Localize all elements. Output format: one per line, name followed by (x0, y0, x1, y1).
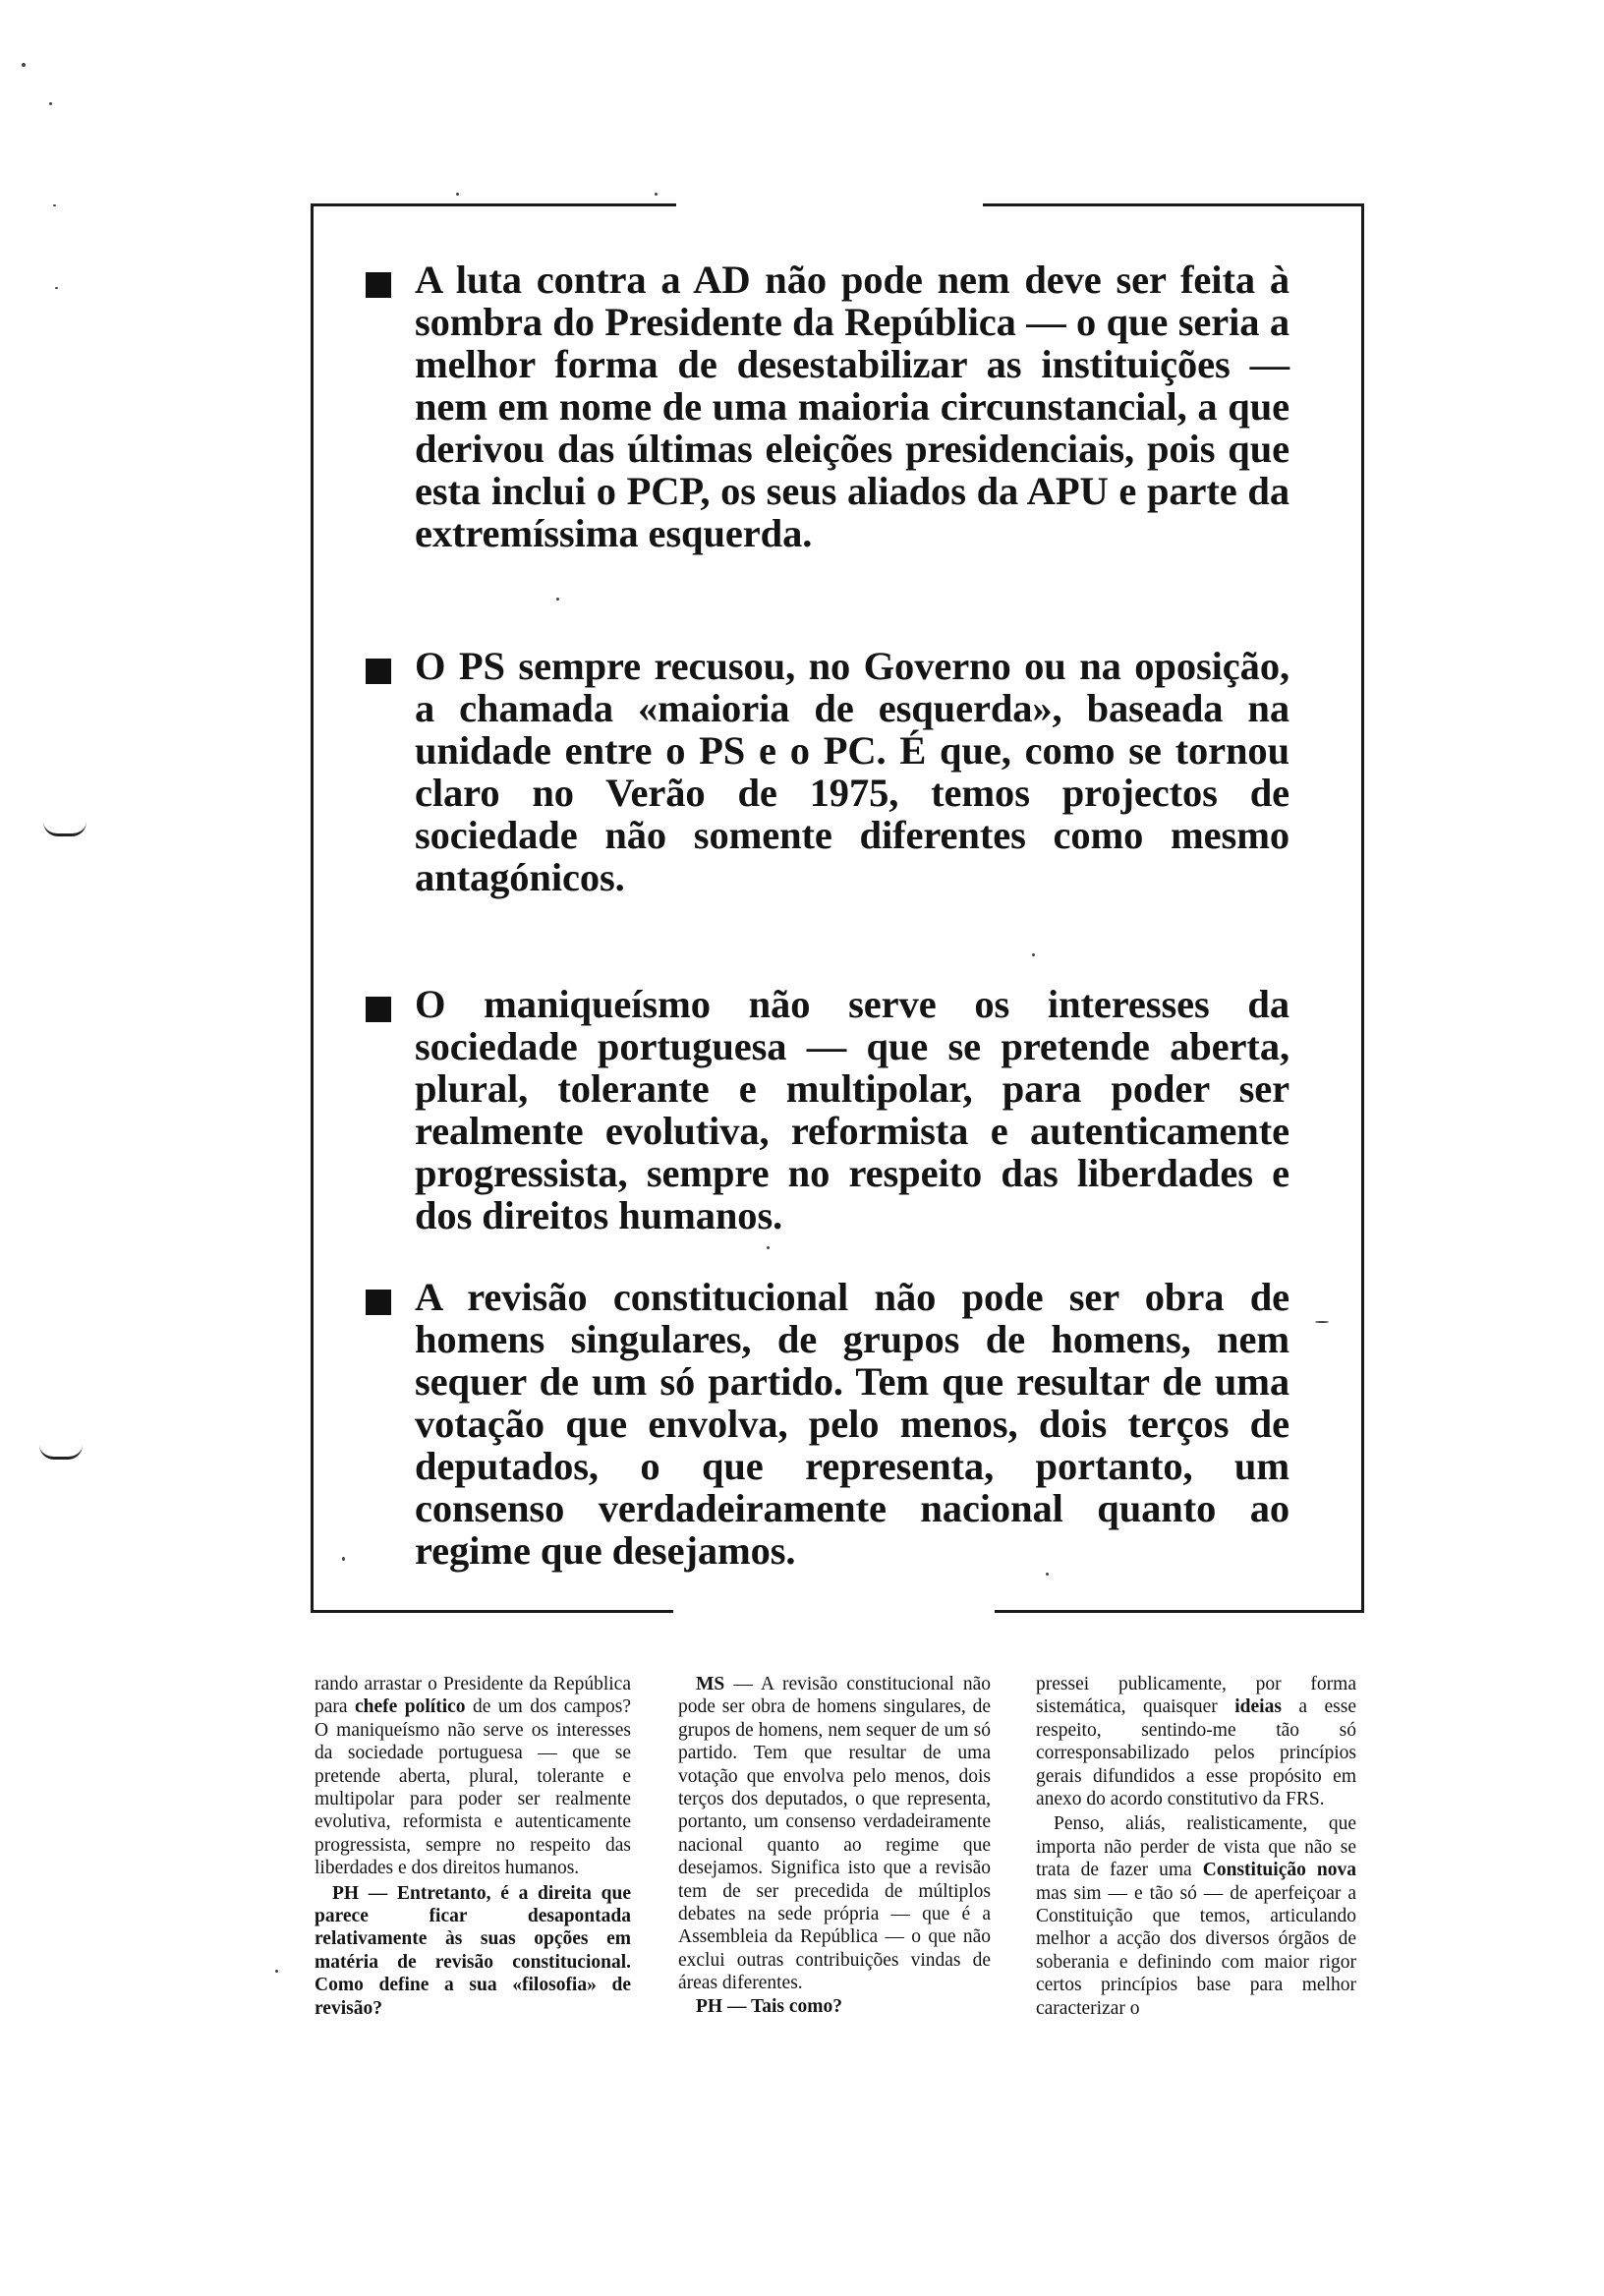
scan-speck (1032, 953, 1035, 956)
text-column-1 (315, 1673, 631, 2020)
scan-speck (342, 1557, 345, 1561)
paragraph-emphasis: Constituição nova (1202, 1860, 1356, 1881)
boxed-point-text: O maniqueísmo não serve os interesses da sociedade portuguesa — que se pretende aberta, plural, tolerante e multipolar, para poder ser realmente evolutiva, reformista e autenticamente progressista, sempre no respeito das liberdades e dos direitos humanos. (415, 982, 1289, 1237)
frame-bottom-rule-left (311, 1610, 673, 1613)
answer-paragraph (678, 1673, 991, 1995)
scan-speck (275, 1970, 278, 1973)
scan-artifact-mark (39, 1445, 83, 1460)
interviewer-question (678, 1995, 991, 2018)
scan-speck (655, 193, 658, 196)
column-paragraph (1036, 1673, 1356, 1810)
question-text: PH — Entretanto, é a direita que parece ficar desapontada relativamente às suas opções em matéria de revisão constitucional. Como define a sua «filosofia» de revisão? (315, 1882, 631, 2019)
frame-top-rule-left (311, 203, 676, 206)
bullet-square-icon (366, 272, 391, 298)
text-column-3 (1036, 1673, 1356, 2020)
boxed-point-text: A luta contra a AD não pode nem deve ser feita à sombra do Presidente da República — o que seria a melhor forma de desestabilizar as instituições — nem em nome de uma maioria circunstancial, a que derivou das últimas eleições presidenciais, pois que esta inclui o PCP, os seus aliados da APU e parte da extremíssima esquerda. (415, 258, 1289, 555)
paragraph-text: Penso, aliás, realisticamente, que importa não perder de vista que não se trata de fazer uma (1036, 1813, 1356, 1881)
boxed-point-4 (366, 1276, 1289, 1572)
scan-speck (767, 1246, 770, 1249)
question-text: PH — Tais como? (696, 1995, 842, 2017)
bullet-square-icon (366, 659, 391, 684)
text-column-2 (678, 1673, 991, 2018)
scan-speck (49, 102, 52, 105)
answer-text: — A revisão constitucional não pode ser obra de homens singulares, de grupos de homens, nem sequer de um só partido. Tem que resultar de uma votação que envolva pelo menos, dois terços dos deputados, o que representa, portanto, um consenso verdadeiramente nacional quanto ao regime que desejamos. Significa isto que a revisão tem de ser precedida de múltiplos debates na sede própria — que é a Assembleia da República — o que não exclui outras contribuições vindas de áreas diferentes. (678, 1674, 991, 1994)
scan-speck (556, 598, 559, 601)
paragraph-text: a esse respeito, sentindo-me tão só corresponsabilizado pelos princípios gerais difundidos a esse propósito em anexo do acordo constitutivo da FRS. (1036, 1696, 1356, 1810)
boxed-point-3 (366, 983, 1289, 1236)
scan-artifact-mark (43, 822, 86, 836)
scan-speck (22, 63, 26, 67)
scan-speck (55, 287, 58, 289)
boxed-point-text: A revisão constitucional não pode ser obra de homens singulares, de grupos de homens, nem sequer de um só partido. Tem que resultar de uma votação que envolva, pelo menos, dois terços de deputados, o que representa, portanto, um consenso verdadeiramente nacional quanto ao regime que desejamos. (415, 1275, 1289, 1573)
bullet-square-icon (366, 997, 391, 1022)
paragraph-emphasis: ideias (1234, 1696, 1282, 1718)
scan-speck (456, 193, 459, 196)
boxed-point-2 (366, 645, 1289, 898)
frame-top-rule-right (983, 203, 1361, 206)
scan-speck (53, 204, 56, 206)
bullet-square-icon (366, 1290, 391, 1315)
speaker-label: MS (696, 1674, 725, 1694)
column-paragraph (315, 1673, 631, 1880)
boxed-point-text: O PS sempre recusou, no Governo ou na oposição, a chamada «maioria de esquerda», baseada na unidade entre o PS e o PC. É que, como se tornou claro no Verão de 1975, temos projectos de sociedade não somente diferentes como mesmo antagónicos. (415, 644, 1289, 899)
paragraph-text: rando arrastar o Presidente da República para (315, 1674, 631, 1718)
paragraph-text: pressei publicamente, por forma sistemática, quaisquer (1036, 1674, 1356, 1718)
paragraph-text: mas sim — e tão só — de aperfeiçoar a Constituição que temos, articulando melhor a acção dos diversos órgãos de soberania e definindo com maior rigor certos princípios base para melhor caracterizar o (1036, 1882, 1356, 2019)
boxed-point-1 (366, 258, 1289, 554)
paragraph-text: de um dos campos? O maniqueísmo não serve os interesses da sociedade portuguesa — que se pretende aberta, plural, tolerante e multipolar para poder ser realmente evolutiva, reformista e autenticamente progressista, sempre no respeito das liberdades e dos direitos humanos. (315, 1696, 631, 1879)
scan-speck (1046, 1573, 1049, 1576)
interviewer-question (315, 1882, 631, 2020)
paragraph-emphasis: chefe político (355, 1696, 466, 1718)
column-paragraph (1036, 1812, 1356, 2020)
frame-bottom-rule-right (995, 1610, 1361, 1613)
scan-speck (1315, 1321, 1329, 1323)
